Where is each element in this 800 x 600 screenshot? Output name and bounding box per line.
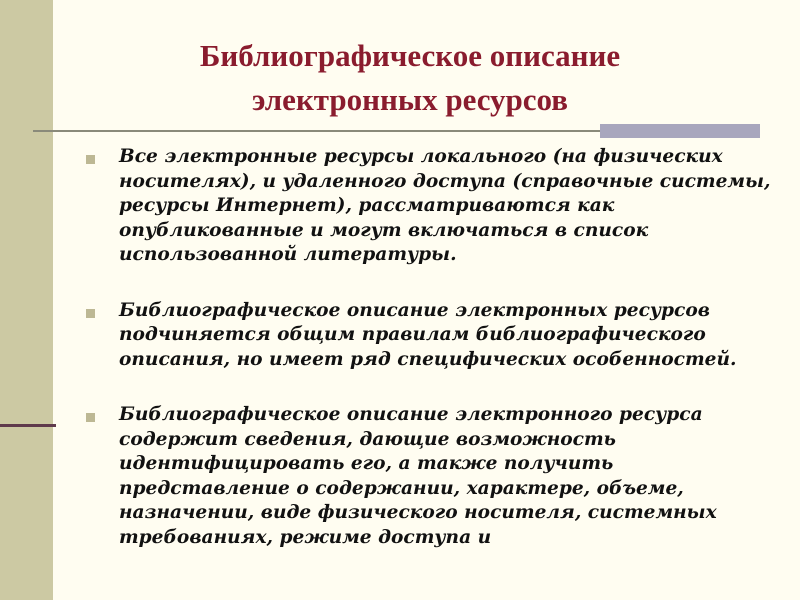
bullet-text-3: Библиографическое описание электронного ресурса содержит сведения, дающие возможность идентифицировать его, а также получить представление о содержании, характере, объеме, назначении, виде физического носителя, системных требованиях, режиме доступа и [119,404,717,548]
bullet-text-1: Все электронные ресурсы локального (на физических носителях), и удаленного доступа (справочные системы, ресурсы Интернет), рассматриваются как опубликованные и могут включаться в список использованной литературы. [119,146,771,265]
square-bullet-icon [86,413,95,422]
bullet-item-1 [86,145,771,268]
bullet-item-3 [86,403,771,550]
slide-title-line-2: электронных ресурсов [251,82,569,117]
bullet-item-2 [86,299,771,373]
slide-title-line-1: Библиографическое описание [199,38,621,73]
title-divider-accent-block [600,124,760,138]
slide-title [110,34,710,122]
square-bullet-icon [86,155,95,164]
bullet-text-2: Библиографическое описание электронных ресурсов подчиняется общим правилам библиографического описания, но имеет ряд специфических особенностей. [119,299,737,370]
bullet-list [86,145,771,581]
left-decorative-band [0,0,53,600]
left-band-accent-line [0,424,56,427]
square-bullet-icon [86,309,95,318]
